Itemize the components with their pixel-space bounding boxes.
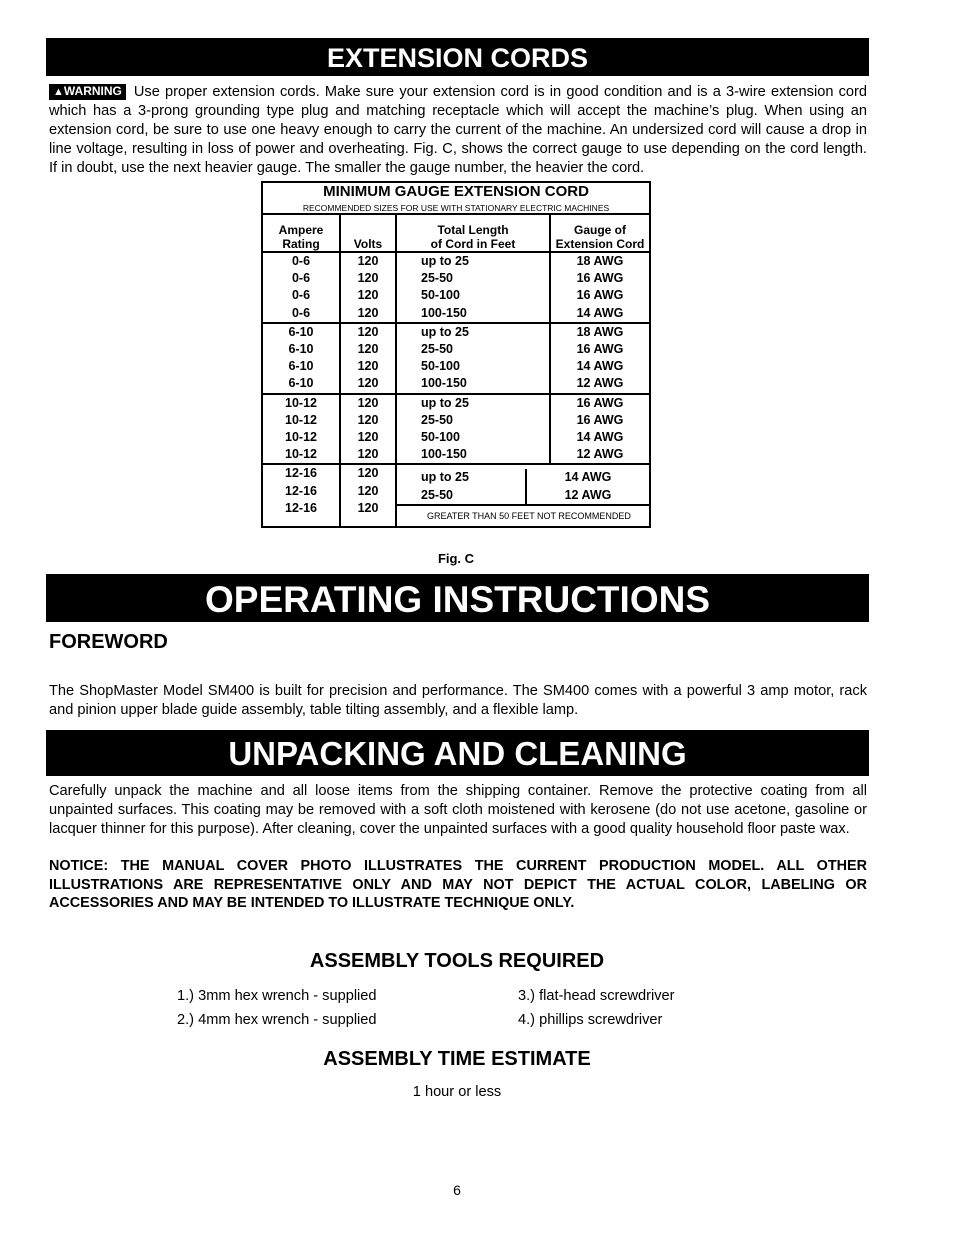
cell-gauge-value: 14 AWG xyxy=(576,430,624,445)
cell-ampere xyxy=(262,464,340,526)
table-subtitle: RECOMMENDED SIZES FOR USE WITH STATIONARY ELECTRIC MACHINES xyxy=(302,203,610,213)
cell-length-value: 100-150 xyxy=(421,376,467,391)
header-volts: Volts xyxy=(340,214,396,252)
cell-ampere-value: 0-6 xyxy=(291,288,311,303)
cell-ampere-value: 0-6 xyxy=(291,305,311,320)
cell-gauge-value: 16 AWG xyxy=(576,271,624,286)
cell-gauge xyxy=(550,394,650,465)
cell-ampere-value: 6-10 xyxy=(288,324,314,339)
cell-volts-value: 120 xyxy=(357,288,379,303)
extension-text: Use proper extension cords. Make sure your extension cord is in good condition and is a 3-wire extension cord which has a 3-prong grounding type plug and matching receptacle which will accept the machine’s plug. When using an extension cord, be sure to use one heavy enough to carry the current of the machine. An undersized cord will cause a drop in line voltage, resulting in loss of power and overheating. Fig. C, shows the correct gauge to use depending on the cord length. If in doubt, use the next heavier gauge. The smaller the gauge number, the heavier the cord. xyxy=(49,84,867,176)
cell-volts-value: 120 xyxy=(357,447,379,462)
cell-ampere xyxy=(262,394,340,465)
table-group-row xyxy=(262,323,650,394)
cell-volts-value: 120 xyxy=(357,271,379,286)
cell-ampere-value: 10-12 xyxy=(285,430,317,445)
cell-ampere-value: 6-10 xyxy=(288,342,314,357)
cell-volts-value: 120 xyxy=(357,305,379,320)
page-number: 6 xyxy=(453,1182,461,1198)
cell-volts-value: 120 xyxy=(357,359,379,374)
cell-volts xyxy=(340,323,396,394)
extension-paragraph xyxy=(49,83,867,178)
cell-ampere-value: 6-10 xyxy=(288,376,314,391)
cell-length-value: 25-50 xyxy=(421,412,453,427)
cell-gauge-value: 12 AWG xyxy=(576,376,624,391)
cell-ampere-value: 6-10 xyxy=(288,359,314,374)
assembly-tools-heading: ASSEMBLY TOOLS REQUIRED xyxy=(309,950,605,972)
gauge-table xyxy=(261,181,651,528)
cell-volts-value: 120 xyxy=(357,376,379,391)
cell-volts-value: 120 xyxy=(357,500,379,515)
table-group-row xyxy=(262,394,650,465)
unpacking-text: Carefully unpack the machine and all loose items from the shipping container. Remove the protective coating from all unpainted surfaces. This coating may be removed with a soft cloth moistened with kerosene (do not use acetone, gasoline or lacquer thinner for this purpose). After cleaning, cover the unpainted surfaces with a good quality household floor paste wax. xyxy=(49,783,867,837)
tool-item-4: 4.) phillips screwdriver xyxy=(518,1012,663,1028)
tool-item-1: 1.) 3mm hex wrench - supplied xyxy=(177,988,377,1004)
cell-ampere-value: 12-16 xyxy=(285,466,317,481)
cell-volts-value: 120 xyxy=(357,430,379,445)
table-title: MINIMUM GAUGE EXTENSION CORD xyxy=(323,183,589,200)
cell-ampere-value: 12-16 xyxy=(285,483,317,498)
assembly-time-heading: ASSEMBLY TIME ESTIMATE xyxy=(323,1048,591,1070)
cell-volts-value: 120 xyxy=(357,254,379,268)
table-note: GREATER THAN 50 FEET NOT RECOMMENDED xyxy=(397,504,649,526)
tool-item-2: 2.) 4mm hex wrench - supplied xyxy=(177,1012,377,1028)
section-title-operating-instructions: OPERATING INSTRUCTIONS xyxy=(46,574,869,622)
header-gauge: Gauge of Extension Cord xyxy=(550,214,650,252)
cell-ampere-value: 10-12 xyxy=(285,447,317,462)
cell-ampere-value: 12-16 xyxy=(285,500,317,515)
cell-volts-value: 120 xyxy=(357,342,379,357)
header-length: Total Length of Cord in Feet xyxy=(396,214,550,252)
warning-badge xyxy=(49,84,126,100)
section-title-unpacking: UNPACKING AND CLEANING xyxy=(46,730,869,776)
cell-ampere-value: 10-12 xyxy=(285,412,317,427)
header-ampere: Ampere Rating xyxy=(262,214,340,252)
cell-volts-value: 120 xyxy=(357,395,379,410)
cell-length-value: 25-50 xyxy=(421,487,453,502)
foreword-text: The ShopMaster Model SM400 is built for precision and performance. The SM400 comes with a powerful 3 amp motor, rack and pinion upper blade guide assembly, table tilting assembly, and a flexible lamp. xyxy=(49,683,867,718)
cell-gauge-value: 16 AWG xyxy=(576,342,624,357)
cell-length-value: 50-100 xyxy=(421,288,460,303)
cell-gauge-value: 18 AWG xyxy=(576,254,624,268)
cell-ampere-value: 0-6 xyxy=(291,254,311,268)
cell-volts xyxy=(340,394,396,465)
cell-length-value: 25-50 xyxy=(421,271,453,286)
cell-length-value: up to 25 xyxy=(421,324,469,339)
cell-length-value: up to 25 xyxy=(421,395,469,410)
cell-length-gauge-merged xyxy=(396,464,650,526)
cell-gauge-value: 12 AWG xyxy=(564,487,612,502)
cell-gauge-value: 16 AWG xyxy=(576,395,624,410)
cell-volts xyxy=(340,252,396,323)
warning-triangle-icon: ▲ xyxy=(53,86,64,98)
table-header-row xyxy=(262,214,650,252)
assembly-time-value: 1 hour or less xyxy=(412,1084,502,1100)
foreword-heading: FOREWORD xyxy=(49,631,168,653)
table-group-row xyxy=(262,252,650,323)
cell-gauge xyxy=(550,252,650,323)
cell-length xyxy=(396,252,550,323)
cell-gauge-value: 14 AWG xyxy=(576,305,624,320)
cell-length xyxy=(396,394,550,465)
cell-gauge-value: 16 AWG xyxy=(576,412,624,427)
cell-length-value: 100-150 xyxy=(421,447,467,462)
cell-volts-value: 120 xyxy=(357,483,379,498)
cell-length-value: up to 25 xyxy=(421,254,469,268)
table-group-row xyxy=(262,464,650,526)
cell-volts-value: 120 xyxy=(357,412,379,427)
tool-item-3: 3.) flat-head screwdriver xyxy=(518,988,675,1004)
cell-gauge-value: 16 AWG xyxy=(576,288,624,303)
cell-gauge xyxy=(550,323,650,394)
cell-length-value: up to 25 xyxy=(421,470,469,485)
cell-length-value: 50-100 xyxy=(421,430,460,445)
cell-length-value: 25-50 xyxy=(421,342,453,357)
cell-gauge-value: 12 AWG xyxy=(576,447,624,462)
figure-caption: Fig. C xyxy=(437,551,475,566)
table-title-cell xyxy=(262,182,650,214)
cell-volts-value: 120 xyxy=(357,466,379,481)
cell-ampere xyxy=(262,252,340,323)
notice-text: NOTICE: THE MANUAL COVER PHOTO ILLUSTRATES THE CURRENT PRODUCTION MODEL. ALL OTHER ILLUSTRATIONS ARE REPRESENTATIVE ONLY AND MAY NOT DEPICT THE ACTUAL COLOR, LABELING OR ACCESSORIES AND MAY BE INTENDED TO ILLUSTRATE TECHNIQUE ONLY. xyxy=(49,858,867,911)
cell-length-value: 100-150 xyxy=(421,305,467,320)
cell-gauge-value: 14 AWG xyxy=(564,470,612,485)
cell-length-value: 50-100 xyxy=(421,359,460,374)
cell-gauge-value: 14 AWG xyxy=(576,359,624,374)
cell-ampere-value: 0-6 xyxy=(291,271,311,286)
cell-ampere-value: 10-12 xyxy=(285,395,317,410)
warning-label: WARNING xyxy=(63,84,122,98)
cell-gauge-value: 18 AWG xyxy=(576,324,624,339)
cell-ampere xyxy=(262,323,340,394)
cell-volts-value: 120 xyxy=(357,324,379,339)
cell-length xyxy=(396,323,550,394)
section-title-extension-cords: EXTENSION CORDS xyxy=(46,38,869,76)
cell-volts xyxy=(340,464,396,526)
